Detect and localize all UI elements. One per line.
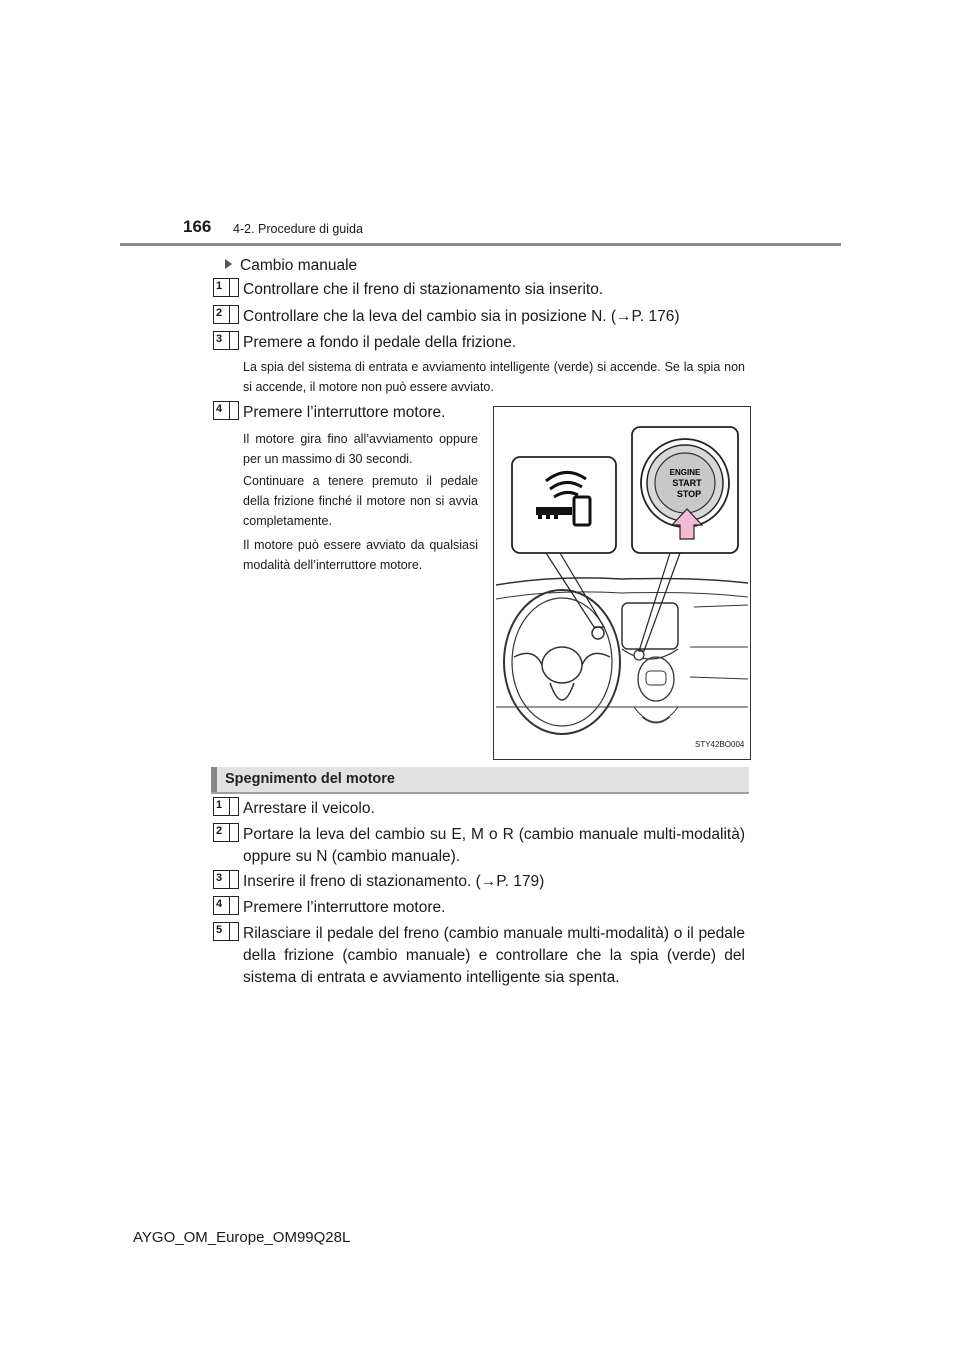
- button-label-line-1: ENGINE: [669, 468, 701, 477]
- stop-step-badge-5: 5: [213, 922, 239, 941]
- step3-note: La spia del sistema di entrata e avviamento intelligente (verde) si accende. Se la spia non si accende, il motore non può essere avviato.: [243, 360, 745, 394]
- steering-wheel-icon: [504, 590, 620, 734]
- stop-step-badge-3: 3: [213, 870, 239, 889]
- section-title: 4-2. Procedure di guida: [233, 222, 363, 236]
- figure-code: STY42BO004: [695, 740, 745, 749]
- page-number: 166: [183, 217, 212, 236]
- step-badge-3: 3: [213, 331, 239, 350]
- step-badge-4: 4: [213, 401, 239, 420]
- start-step-4-text: Premere l’interruttore motore.: [243, 404, 446, 421]
- start-step-3-text: Premere a fondo il pedale della frizione.: [243, 334, 517, 351]
- header-accent-bar: [211, 767, 217, 792]
- stop-step-5-text: Rilasciare il pedale del freno (cambio manuale multi-modalità) o il pedale della frizione (cambio manuale) e controllare che la spia (verde) del sistema di entrata e avviamento intelligente sia spenta.: [243, 925, 745, 986]
- intro-heading: [225, 255, 357, 277]
- triangle-bullet-icon: [225, 259, 232, 269]
- stop-step-badge-1: 1: [213, 797, 239, 816]
- stop-step-4-text: Premere l’interruttore motore.: [243, 899, 446, 916]
- step-badge-2: 2: [213, 305, 239, 324]
- center-console: [622, 603, 678, 723]
- stop-step-badge-2: 2: [213, 823, 239, 842]
- header-divider: [120, 243, 841, 246]
- stop-section-header: [211, 767, 749, 794]
- stop-section-title: Spegnimento del motore: [225, 771, 395, 787]
- intro-title: Cambio manuale: [240, 257, 358, 274]
- step4-note-2: Continuare a tenere premuto il pedale della frizione finché il motore non si avvia completamente.: [243, 474, 478, 528]
- button-label-line-3: STOP: [676, 489, 702, 499]
- start-step-1-text: Controllare che il freno di stazionamento sia inserito.: [243, 281, 604, 298]
- stop-step-2-text: Portare la leva del cambio su E, M o R (cambio manuale multi-modalità) oppure su N (cambio manuale).: [243, 826, 745, 865]
- step4-note-1: Il motore gira fino all’avviamento oppure per un massimo di 30 secondi.: [243, 432, 478, 466]
- step-badge-1: 1: [213, 278, 239, 297]
- button-label-line-2: START: [672, 478, 702, 488]
- stop-step-badge-4: 4: [213, 896, 239, 915]
- stop-step-3-text: Inserire il freno di stazionamento. (→P. 179): [243, 873, 545, 890]
- dashboard-svg: [494, 407, 750, 759]
- dashboard-illustration: [493, 406, 751, 760]
- document-id: AYGO_OM_Europe_OM99Q28L: [133, 1229, 351, 1246]
- start-step-2-text: Controllare che la leva del cambio sia in posizione N. (→P. 176): [243, 308, 680, 325]
- stop-step-1-text: Arrestare il veicolo.: [243, 800, 375, 817]
- step4-note-3: Il motore può essere avviato da qualsiasi modalità dell’interruttore motore.: [243, 538, 478, 572]
